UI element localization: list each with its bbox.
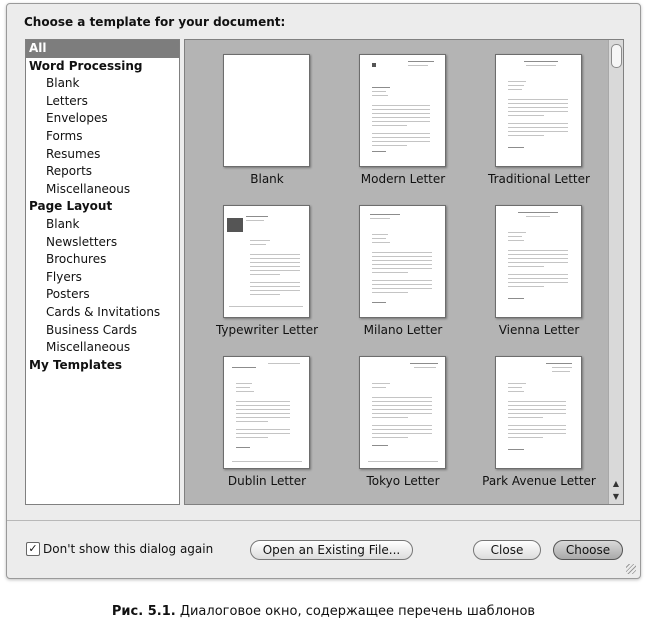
- thumbnail-text-line: [372, 425, 432, 426]
- thumbnail-text-line: [508, 433, 566, 434]
- footer-separator: [7, 520, 640, 521]
- thumbnail-text-line: [236, 405, 290, 406]
- thumbnail-text-line: [372, 413, 432, 414]
- thumbnail-text-line: [508, 391, 524, 392]
- thumbnail-text-line: [508, 417, 543, 418]
- sidebar-item[interactable]: Business Cards: [46, 322, 138, 337]
- sidebar-item[interactable]: Envelopes: [46, 111, 108, 126]
- thumbnail-text-line: [508, 232, 526, 233]
- thumbnail-text-line: [232, 367, 256, 368]
- thumbnail-text-line: [508, 250, 568, 251]
- thumbnail-text-line: [246, 220, 264, 221]
- thumbnail-text-line: [232, 461, 302, 462]
- gallery-scrollbar[interactable]: [608, 40, 623, 504]
- thumbnail-graphic: [227, 218, 243, 232]
- thumbnail-text-line: [508, 413, 566, 414]
- scroll-thumb[interactable]: [611, 44, 622, 68]
- thumbnail-text-line: [229, 306, 303, 307]
- template-label[interactable]: Typewriter Letter: [215, 323, 319, 337]
- caption-text: Диалоговое окно, содержащее перечень шаблонов: [175, 604, 536, 619]
- thumbnail-text-line: [508, 111, 568, 112]
- template-chooser-dialog: [6, 3, 641, 579]
- thumbnail-text-line: [518, 212, 558, 213]
- thumbnail-text-line: [236, 387, 250, 388]
- thumbnail-text-line: [508, 127, 568, 128]
- scroll-up-icon[interactable]: ▲: [612, 479, 620, 488]
- thumbnail-text-line: [508, 123, 568, 124]
- thumbnail-text-line: [372, 284, 432, 285]
- sidebar-item[interactable]: Brochures: [46, 252, 107, 267]
- template-thumbnail[interactable]: [359, 54, 446, 167]
- thumbnail-text-line: [250, 244, 266, 245]
- template-label[interactable]: Blank: [250, 172, 284, 186]
- template-tile[interactable]: [474, 191, 604, 336]
- template-tile[interactable]: [202, 342, 332, 487]
- thumbnail-text-line: [508, 89, 522, 90]
- sidebar-item[interactable]: Reports: [46, 164, 93, 179]
- thumbnail-text-line: [372, 288, 432, 289]
- sidebar-item[interactable]: Miscellaneous: [46, 181, 131, 196]
- thumbnail-text-line: [372, 397, 432, 398]
- thumbnail-text-line: [250, 286, 300, 287]
- thumbnail-text-line: [268, 363, 300, 364]
- thumbnail-text-line: [410, 363, 438, 364]
- thumbnail-text-line: [508, 147, 524, 148]
- thumbnail-text-line: [372, 125, 407, 126]
- thumbnail-text-line: [372, 433, 432, 434]
- thumbnail-text-line: [508, 262, 568, 263]
- thumbnail-text-line: [250, 258, 300, 259]
- thumbnail-text-line: [250, 266, 300, 267]
- sidebar-item[interactable]: Blank: [46, 76, 80, 91]
- thumbnail-text-line: [372, 145, 407, 146]
- thumbnail-text-line: [236, 421, 268, 422]
- thumbnail-text-line: [372, 302, 386, 303]
- thumbnail-text-line: [508, 99, 568, 100]
- thumbnail-text-line: [508, 258, 568, 259]
- thumbnail-text-line: [508, 429, 566, 430]
- choose-button[interactable]: Choose: [553, 540, 623, 560]
- thumbnail-text-line: [250, 282, 300, 283]
- sidebar-item[interactable]: Resumes: [46, 146, 101, 161]
- template-thumbnail[interactable]: [495, 356, 582, 469]
- template-label[interactable]: Milano Letter: [363, 323, 443, 337]
- thumbnail-text-line: [508, 81, 526, 82]
- thumbnail-text-line: [372, 121, 430, 122]
- thumbnail-text-line: [372, 137, 430, 138]
- template-tile[interactable]: [338, 191, 468, 336]
- template-thumbnail[interactable]: [359, 205, 446, 318]
- sidebar-item[interactable]: Posters: [46, 287, 90, 302]
- close-button[interactable]: Close: [473, 540, 541, 560]
- thumbnail-text-line: [508, 131, 568, 132]
- thumbnail-text-line: [508, 103, 568, 104]
- thumbnail-text-line: [236, 383, 252, 384]
- thumbnail-text-line: [236, 437, 268, 438]
- thumbnail-text-line: [250, 240, 270, 241]
- sidebar-item[interactable]: Blank: [46, 216, 80, 231]
- thumbnail-text-line: [508, 85, 524, 86]
- thumbnail-text-line: [372, 383, 390, 384]
- thumbnail-text-line: [246, 216, 268, 217]
- thumbnail-text-line: [508, 254, 568, 255]
- dialog-prompt: Choose a template for your document:: [24, 15, 286, 29]
- thumbnail-text-line: [250, 262, 300, 263]
- thumbnail-text-line: [250, 270, 300, 271]
- thumbnail-text-line: [372, 405, 432, 406]
- thumbnail-text-line: [372, 141, 430, 142]
- template-label[interactable]: Dublin Letter: [227, 474, 307, 488]
- template-label[interactable]: Tokyo Letter: [366, 474, 440, 488]
- thumbnail-text-line: [372, 387, 386, 388]
- thumbnail-text-line: [526, 216, 550, 217]
- thumbnail-text-line: [372, 272, 408, 273]
- scroll-down-icon[interactable]: ▼: [612, 492, 620, 501]
- template-thumbnail[interactable]: [359, 356, 446, 469]
- thumbnail-text-line: [508, 115, 544, 116]
- thumbnail-text-line: [508, 425, 566, 426]
- thumbnail-text-line: [372, 292, 408, 293]
- thumbnail-text-line: [414, 367, 436, 368]
- sidebar-item[interactable]: Newsletters: [46, 234, 118, 249]
- thumbnail-text-line: [372, 268, 432, 269]
- thumbnail-text-line: [236, 447, 250, 448]
- thumbnail-text-line: [508, 278, 568, 279]
- thumbnail-text-line: [372, 401, 432, 402]
- thumbnail-text-line: [372, 409, 432, 410]
- thumbnail-text-line: [508, 298, 524, 299]
- template-label[interactable]: Modern Letter: [360, 172, 446, 186]
- template-label[interactable]: Traditional Letter: [488, 172, 590, 186]
- template-tile[interactable]: [202, 40, 332, 185]
- thumbnail-text-line: [526, 65, 556, 66]
- template-thumbnail[interactable]: [495, 54, 582, 167]
- thumbnail-text-line: [508, 286, 544, 287]
- sidebar-item[interactable]: Forms: [46, 128, 83, 143]
- thumbnail-text-line: [372, 445, 388, 446]
- thumbnail-text-line: [524, 61, 558, 62]
- template-tile[interactable]: [338, 40, 468, 185]
- sidebar-item[interactable]: Miscellaneous: [46, 340, 131, 355]
- template-thumbnail[interactable]: [223, 205, 310, 318]
- thumbnail-text-line: [372, 151, 386, 152]
- thumbnail-text-line: [508, 236, 522, 237]
- thumbnail-text-line: [372, 113, 430, 114]
- sidebar-category[interactable]: Word Processing: [29, 58, 143, 73]
- category-sidebar: [25, 39, 180, 505]
- thumbnail-text-line: [372, 264, 432, 265]
- thumbnail-text-line: [508, 282, 568, 283]
- thumbnail-text-line: [250, 290, 300, 291]
- thumbnail-text-line: [370, 214, 400, 215]
- template-thumbnail[interactable]: [223, 356, 310, 469]
- template-tile[interactable]: [202, 191, 332, 336]
- thumbnail-text-line: [372, 234, 388, 235]
- thumbnail-text-line: [236, 433, 290, 434]
- template-gallery: [184, 39, 624, 505]
- thumbnail-text-line: [372, 133, 430, 134]
- thumbnail-text-line: [508, 107, 568, 108]
- thumbnail-text-line: [372, 437, 408, 438]
- sidebar-item[interactable]: Flyers: [46, 269, 82, 284]
- thumbnail-text-line: [372, 252, 432, 253]
- template-tile[interactable]: [474, 40, 604, 185]
- thumbnail-text-line: [508, 383, 526, 384]
- thumbnail-graphic: [372, 63, 376, 67]
- dont-show-again-checkbox[interactable]: ✓: [26, 542, 40, 556]
- thumbnail-text-line: [236, 401, 290, 402]
- thumbnail-text-line: [508, 240, 524, 241]
- thumbnail-text-line: [552, 367, 572, 368]
- thumbnail-text-line: [250, 254, 300, 255]
- thumbnail-text-line: [372, 117, 430, 118]
- sidebar-category[interactable]: Page Layout: [29, 199, 113, 214]
- thumbnail-text-line: [508, 274, 568, 275]
- thumbnail-text-line: [236, 417, 290, 418]
- thumbnail-text-line: [546, 363, 572, 364]
- thumbnail-text-line: [508, 401, 566, 402]
- thumbnail-text-line: [372, 238, 386, 239]
- thumbnail-text-line: [508, 409, 566, 410]
- thumbnail-text-line: [508, 266, 544, 267]
- thumbnail-text-line: [372, 87, 390, 88]
- thumbnail-text-line: [552, 371, 570, 372]
- thumbnail-text-line: [372, 105, 430, 106]
- thumbnail-text-line: [408, 65, 428, 66]
- open-existing-file-button[interactable]: Open an Existing File...: [250, 540, 413, 560]
- template-tile[interactable]: [338, 342, 468, 487]
- template-tile[interactable]: [474, 342, 604, 487]
- thumbnail-text-line: [372, 417, 408, 418]
- caption-label: Рис. 5.1.: [111, 604, 176, 619]
- thumbnail-text-line: [372, 242, 390, 243]
- thumbnail-text-line: [236, 413, 290, 414]
- thumbnail-text-line: [372, 95, 388, 96]
- thumbnail-text-line: [372, 429, 432, 430]
- thumbnail-text-line: [368, 461, 438, 462]
- dont-show-again-label[interactable]: Don't show this dialog again: [43, 542, 214, 556]
- thumbnail-text-line: [372, 260, 432, 261]
- thumbnail-text-line: [372, 109, 430, 110]
- thumbnail-text-line: [236, 409, 290, 410]
- thumbnail-text-line: [508, 437, 543, 438]
- template-thumbnail[interactable]: [223, 54, 310, 167]
- thumbnail-text-line: [372, 256, 432, 257]
- thumbnail-text-line: [250, 274, 280, 275]
- resize-grip-icon[interactable]: [626, 564, 636, 574]
- sidebar-category[interactable]: My Templates: [29, 357, 122, 372]
- thumbnail-text-line: [508, 135, 544, 136]
- thumbnail-text-line: [508, 449, 524, 450]
- thumbnail-text-line: [408, 61, 434, 62]
- thumbnail-text-line: [372, 280, 432, 281]
- thumbnail-text-line: [508, 387, 522, 388]
- sidebar-category[interactable]: All: [26, 40, 179, 58]
- figure-caption: [0, 604, 647, 619]
- thumbnail-text-line: [236, 391, 254, 392]
- sidebar-item[interactable]: Letters: [46, 93, 88, 108]
- template-label[interactable]: Park Avenue Letter: [482, 474, 596, 488]
- template-label[interactable]: Vienna Letter: [498, 323, 580, 337]
- thumbnail-text-line: [236, 429, 290, 430]
- thumbnail-text-line: [250, 294, 280, 295]
- sidebar-item[interactable]: Cards & Invitations: [46, 304, 161, 319]
- thumbnail-text-line: [370, 218, 390, 219]
- template-thumbnail[interactable]: [495, 205, 582, 318]
- thumbnail-text-line: [508, 405, 566, 406]
- thumbnail-text-line: [372, 91, 386, 92]
